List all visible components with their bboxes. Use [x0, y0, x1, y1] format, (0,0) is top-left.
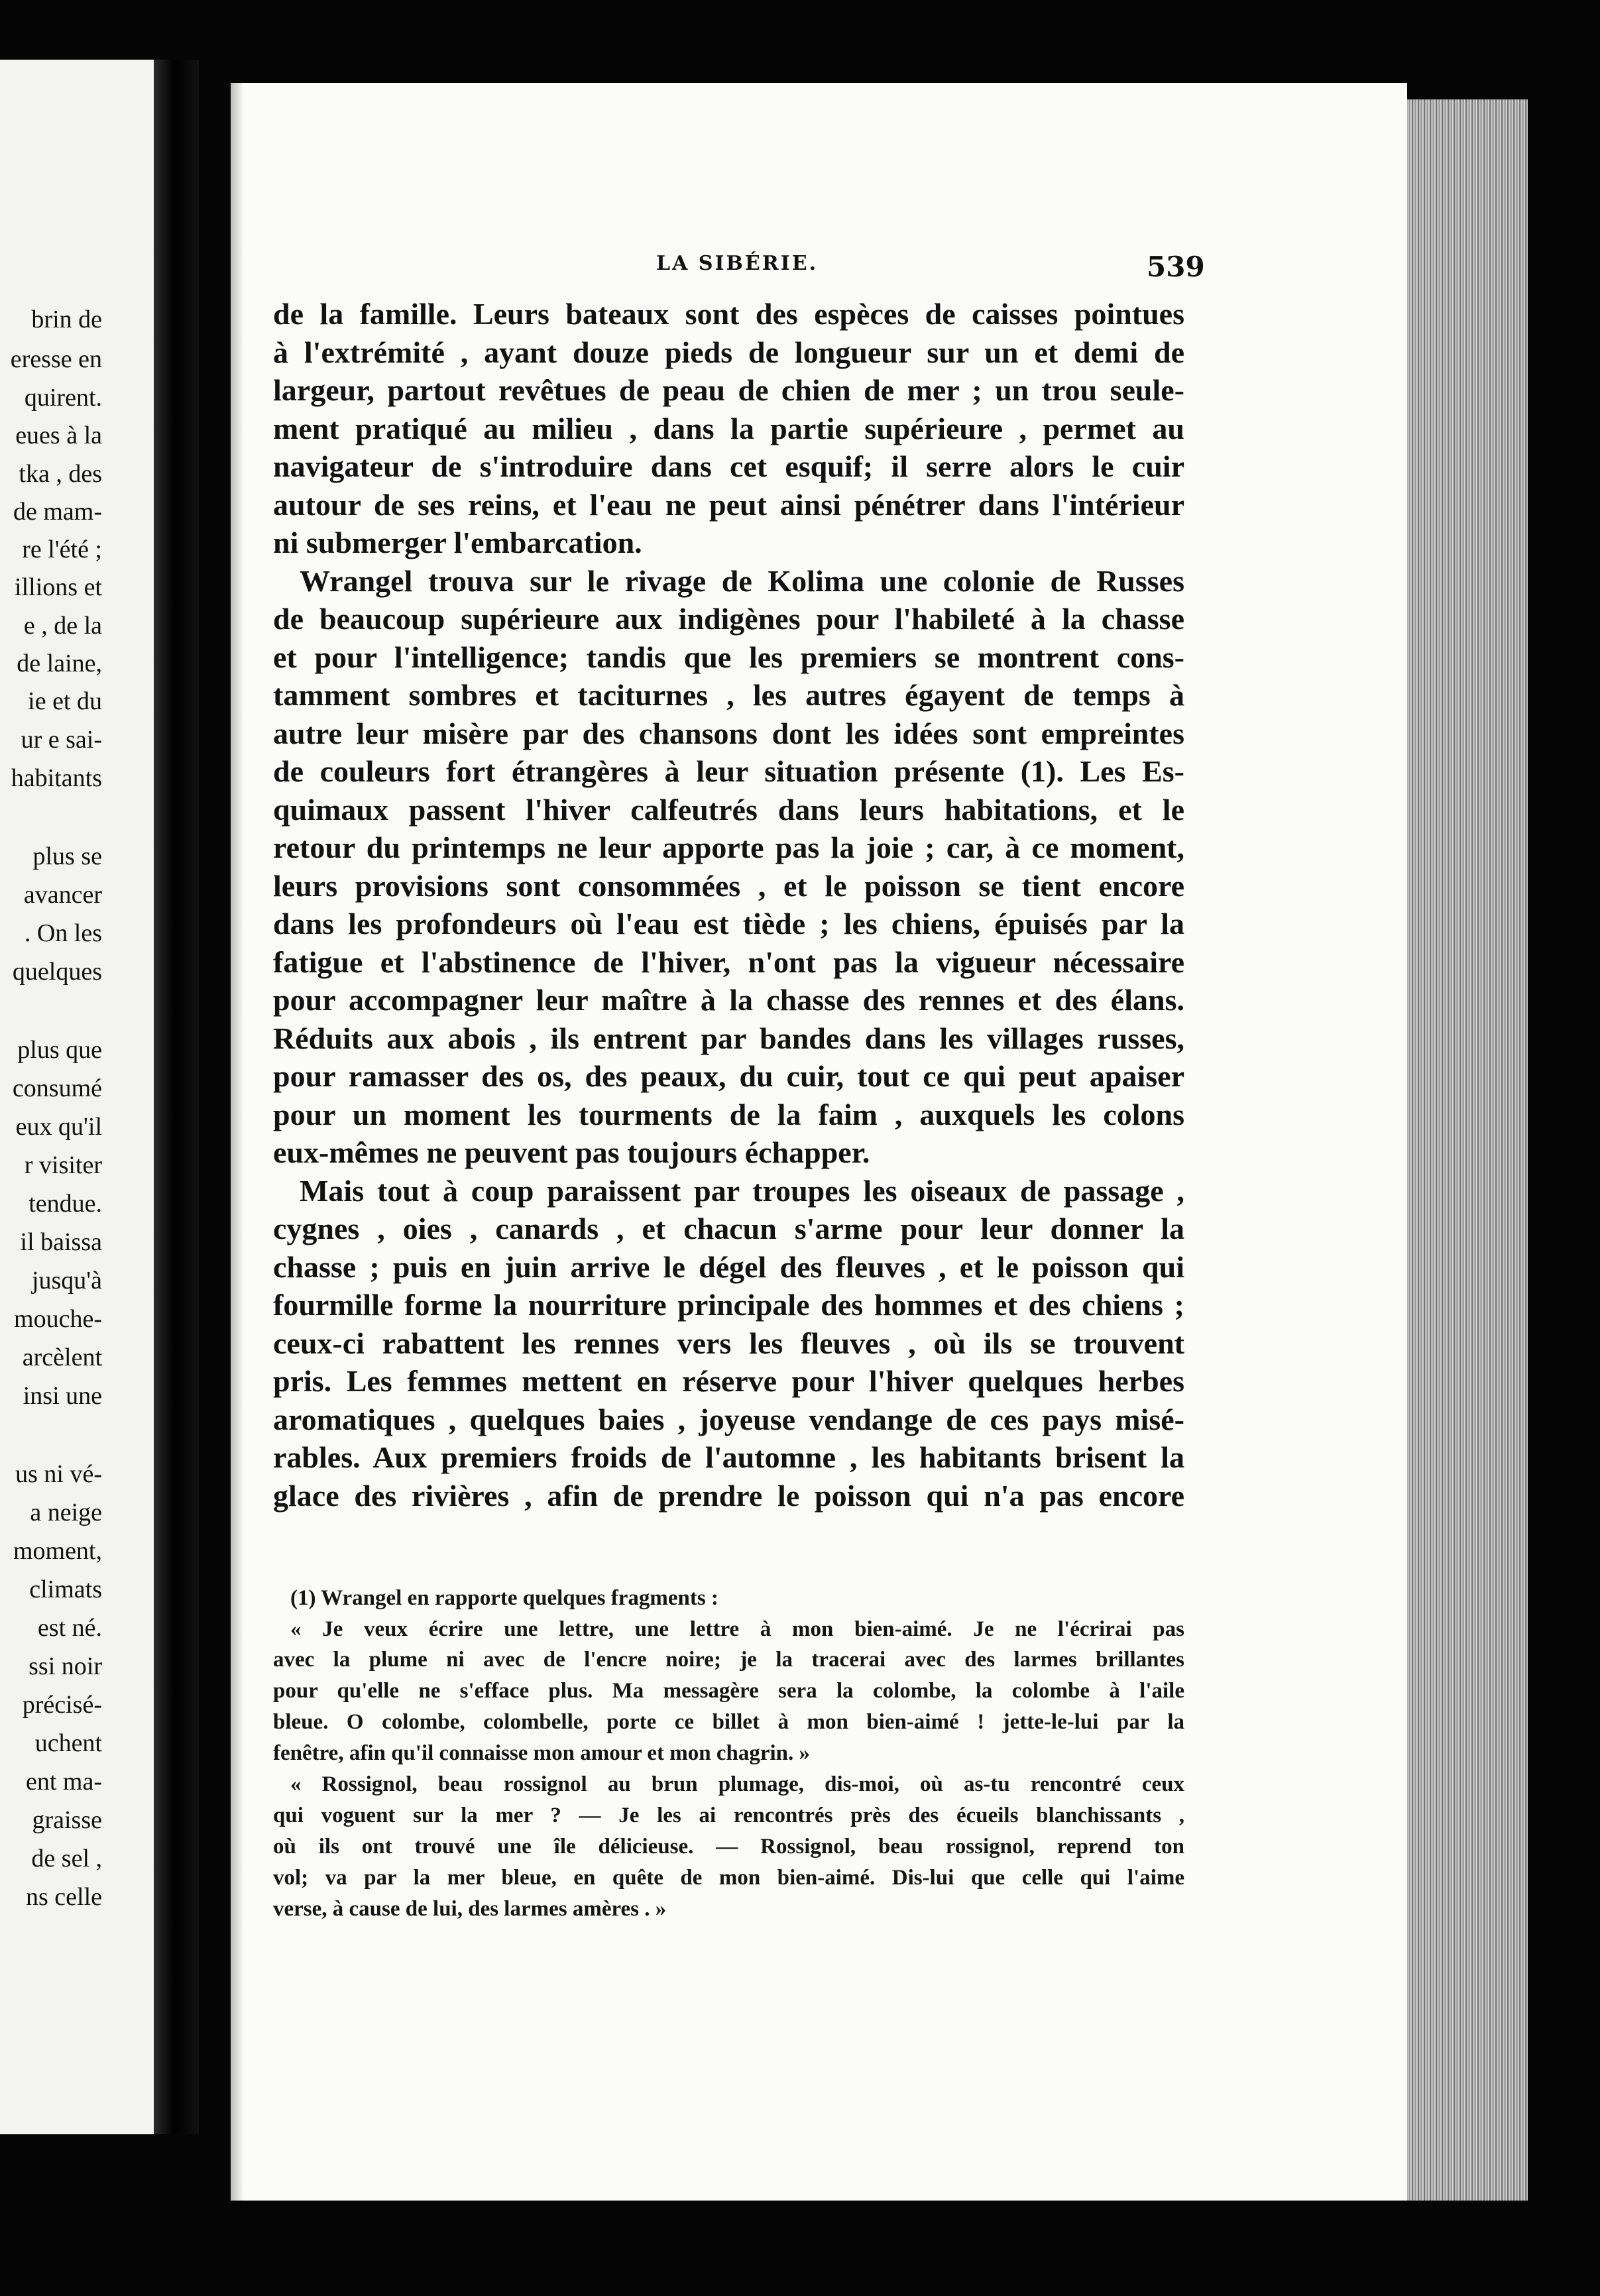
body-line: rables. Aux premiers froids de l'automne , les habitants brisent la [273, 1440, 1184, 1474]
body-line: retour du printemps ne leur apporte pas la joie ; car, à ce moment, [273, 831, 1184, 864]
left-page-line: e , de la [23, 612, 102, 640]
left-page-line: re l'été ; [22, 536, 102, 563]
body-line: dans les profondeurs où l'eau est tiède ; les chiens, épuisés par la [273, 907, 1184, 941]
body-line: quimaux passent l'hiver calfeutrés dans leurs habitations, et le [273, 793, 1184, 827]
left-page-line: précisé- [22, 1691, 102, 1719]
body-line: de couleurs fort étrangères à leur situation présente (1). Les Es- [273, 754, 1184, 788]
footnote-line: bleue. O colombe, colombelle, porte ce billet à mon bien-aimé ! jette-le-lui par la [273, 1710, 1184, 1734]
left-page-line: insi une [23, 1382, 102, 1410]
left-page-line: graisse [32, 1806, 102, 1834]
body-line: eux-mêmes ne peuvent pas toujours échapper. [273, 1135, 870, 1169]
left-page-line: eux qu'il [15, 1113, 102, 1141]
left-page-line: de laine, [17, 650, 102, 677]
body-line: Wrangel trouva sur le rivage de Kolima une colonie de Russes [300, 564, 1184, 598]
footnote-line: qui voguent sur la mer ? — Je les ai rencontrés près des écueils blanchissants , [273, 1804, 1184, 1827]
body-line: tamment sombres et taciturnes , les autres égayent de temps à [273, 678, 1184, 712]
footnote-line: « Rossignol, beau rossignol au brun plumage, dis-moi, où as-tu rencontré ceux [290, 1772, 1184, 1796]
footnote-line: fenêtre, afin qu'il connaisse mon amour et mon chagrin. » [273, 1741, 811, 1765]
left-page-fragment [0, 60, 154, 2134]
left-page-line: avancer [23, 881, 102, 909]
left-page-line: quirent. [24, 384, 102, 412]
left-page-line: jusqu'à [31, 1267, 102, 1294]
left-page-line: quelques [12, 958, 102, 986]
body-line: autour de ses reins, et l'eau ne peut ainsi pénétrer dans l'intérieur [273, 488, 1184, 522]
body-line: pour un moment les tourments de la faim , auxquels les colons [273, 1098, 1184, 1131]
body-line: glace des rivières , afin de prendre le poisson qui n'a pas encore [273, 1479, 1184, 1513]
body-line: ment pratiqué au milieu , dans la partie supérieure , permet au [273, 412, 1184, 445]
left-page-line: uchent [34, 1729, 102, 1757]
footnote-line: vol; va par la mer bleue, en quête de mon bien-aimé. Dis-lui que celle qui l'aime [273, 1866, 1184, 1890]
left-page-line: tka , des [19, 460, 102, 488]
body-line: pris. Les femmes mettent en réserve pour l'hiver quelques herbes [273, 1364, 1184, 1398]
gutter-shadow [231, 83, 244, 2201]
left-page-line: a neige [30, 1499, 102, 1526]
left-page-line: moment, [13, 1537, 102, 1565]
footnote-line: où ils ont trouvé une île délicieuse. — Rossignol, beau rossignol, reprend ton [273, 1835, 1184, 1859]
body-line: ni submerger l'embarcation. [273, 526, 642, 559]
left-page-line: us ni vé- [15, 1460, 102, 1488]
body-line: aromatiques , quelques baies , joyeuse vendange de ces pays misé- [273, 1403, 1184, 1436]
left-page-line: est né. [37, 1614, 102, 1642]
left-page-line: brin de [31, 306, 102, 333]
left-page-line: eresse en [10, 345, 102, 373]
left-page-line: il baissa [20, 1228, 102, 1256]
body-line: et pour l'intelligence; tandis que les premiers se montrent cons- [273, 640, 1184, 674]
left-page-line: ns celle [25, 1883, 102, 1911]
body-line: chasse ; puis en juin arrive le dégel des fleuves , et le poisson qui [273, 1250, 1184, 1284]
body-line: de beaucoup supérieure aux indigènes pour l'habileté à la chasse [273, 602, 1184, 636]
body-line: cygnes , oies , canards , et chacun s'arme pour leur donner la [273, 1212, 1184, 1245]
left-page-line: tendue. [29, 1190, 102, 1218]
body-line: pour accompagner leur maître à la chasse des rennes et des élans. [273, 983, 1184, 1017]
body-line: Mais tout à coup paraissent par troupes les oiseaux de passage , [300, 1174, 1184, 1208]
left-page-line: . On les [24, 919, 102, 947]
body-line: navigateur de s'introduire dans cet esquif; il serre alors le cuir [273, 449, 1184, 483]
left-page-line: eues à la [15, 422, 102, 449]
left-page-line: mouche- [14, 1305, 102, 1333]
body-line: fatigue et l'abstinence de l'hiver, n'ont pas la vigueur nécessaire [273, 945, 1184, 979]
left-page-line: plus que [17, 1036, 102, 1064]
body-line: à l'extrémité , ayant douze pieds de longueur sur un et demi de [273, 335, 1184, 369]
footnote-line: verse, à cause de lui, des larmes amères . » [273, 1897, 667, 1921]
body-line: de la famille. Leurs bateaux sont des espèces de caisses pointues [273, 297, 1184, 331]
page-number: 539 [1147, 251, 1205, 283]
footnote-line: avec la plume ni avec de l'encre noire; je la tracerai avec des larmes brillantes [273, 1648, 1184, 1672]
left-page-line: de sel , [31, 1845, 102, 1872]
left-page-line: habitants [11, 764, 102, 792]
left-page-line: illions et [15, 573, 102, 601]
body-line: leurs provisions sont consommées , et le poisson se tient encore [273, 869, 1184, 903]
left-page-line: plus se [32, 842, 102, 870]
footnote-line: « Je veux écrire une lettre, une lettre à mon bien-aimé. Je ne l'écrirai pas [290, 1617, 1184, 1641]
left-page-line: ie et du [28, 687, 102, 715]
left-page-line: de mam- [13, 498, 102, 526]
left-page-line: climats [29, 1576, 102, 1603]
left-page-line: r visiter [24, 1151, 102, 1179]
left-page-line: consumé [12, 1074, 102, 1102]
left-page-line: ur e sai- [21, 726, 102, 754]
running-title: LA SIBÉRIE. [656, 252, 819, 275]
body-line: pour ramasser des os, des peaux, du cuir, tout ce qui peut apaiser [273, 1059, 1184, 1093]
left-page-line: ssi noir [29, 1652, 102, 1680]
body-line: autre leur misère par des chansons dont les idées sont empreintes [273, 717, 1184, 750]
book-gutter [154, 60, 199, 2134]
footnote-line: pour qu'elle ne s'efface plus. Ma messagère sera la colombe, la colombe à l'aile [273, 1679, 1184, 1703]
body-line: largeur, partout revêtues de peau de chien de mer ; un trou seule- [273, 373, 1184, 407]
left-page-line: arcèlent [22, 1344, 102, 1371]
left-page-line: ent ma- [25, 1768, 102, 1796]
body-line: Réduits aux abois , ils entrent par bandes dans les villages russes, [273, 1021, 1184, 1055]
footnote-line: (1) Wrangel en rapporte quelques fragments : [290, 1586, 718, 1610]
body-line: ceux-ci rabattent les rennes vers les fleuves , où ils se trouvent [273, 1326, 1184, 1360]
page-edges [1402, 99, 1528, 2201]
body-line: fourmille forme la nourriture principale des hommes et des chiens ; [273, 1288, 1184, 1322]
